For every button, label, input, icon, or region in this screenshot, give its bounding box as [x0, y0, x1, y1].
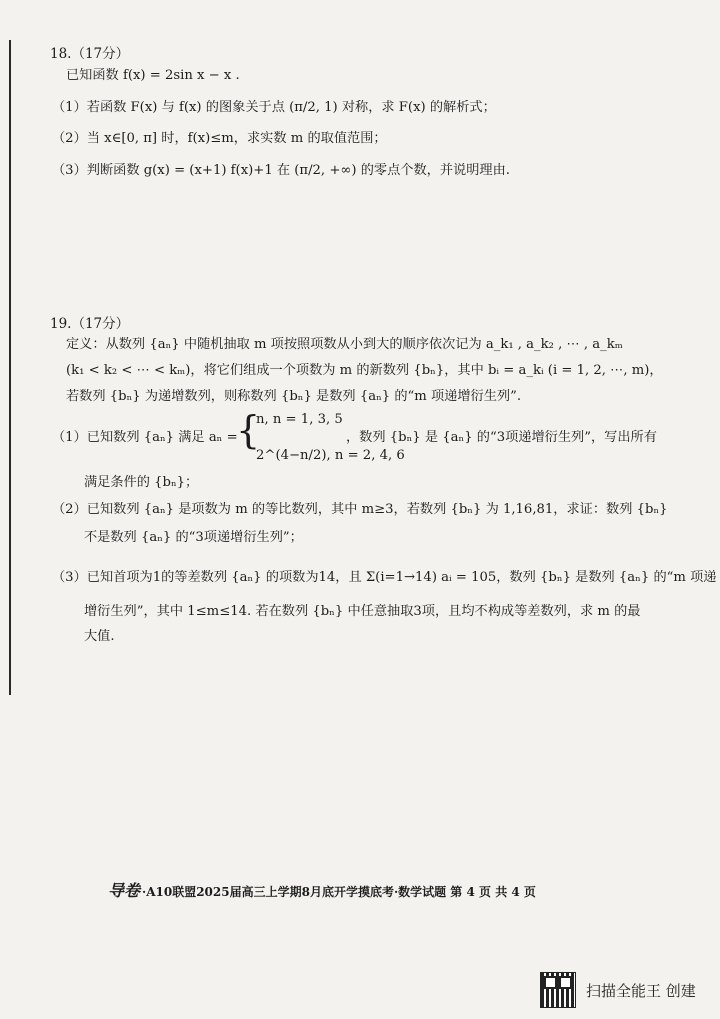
q19-part3-line3: 大值. [84, 629, 115, 644]
q19-part1-start: （1）已知数列 {aₙ} 满足 aₙ = [52, 430, 238, 445]
q19-definition-line1: 定义：从数列 {aₙ} 中随机抽取 m 项按照项数从小到大的顺序依次记为 a_k₁ , a_k₂ , ⋯ , a_kₘ [66, 337, 623, 352]
q19-title: 19.（17分） [50, 316, 130, 332]
publisher-logo: 导卷 [108, 881, 141, 900]
q19-part2-line2: 不是数列 {aₙ} 的“3项递增衍生列”； [84, 530, 303, 545]
q19-part3-line1: （3）已知首项为1的等差数列 {aₙ} 的项数为14，且 Σ(i=1→14) aᵢ = 105，数列 {bₙ} 是数列 {aₙ} 的“m 项递 [52, 570, 717, 585]
footer-text: ·A10联盟2025届高三上学期8月底开学摸底考·数学试题 第 4 页 共 4 页 [142, 885, 536, 899]
binding-margin-line [9, 40, 11, 695]
q18-title: 18.（17分） [50, 46, 130, 62]
q19-part2-line1: （2）已知数列 {aₙ} 是项数为 m 的等比数列，其中 m≥3，若数列 {bₙ} 为 1,16,81，求证：数列 {bₙ} [52, 502, 668, 517]
q19-definition-line3: 若数列 {bₙ} 为递增数列，则称数列 {bₙ} 是数列 {aₙ} 的“m 项递增衍生列”. [66, 389, 522, 404]
scanner-label: 扫描全能王 创建 [586, 981, 696, 1000]
q19-part3-line2: 增衍生列”，其中 1≤m≤14. 若在数列 {bₙ} 中任意抽取3项，且均不构成等差数列，求 m 的最 [84, 604, 641, 619]
qr-code-icon [540, 972, 576, 1008]
q19-part1-end: 满足条件的 {bₙ}； [84, 475, 199, 490]
piecewise-case-odd: n, n = 1, 3, 5 [256, 412, 343, 427]
q18-part3: （3）判断函数 g(x) = (x+1) f(x)+1 在 (π/2, +∞) 的零点个数，并说明理由. [52, 163, 510, 178]
scanner-watermark [540, 972, 696, 1008]
q19-part1-middle: ，数列 {bₙ} 是 {aₙ} 的“3项递增衍生列”，写出所有 [346, 430, 657, 445]
q18-part1: （1）若函数 F(x) 与 f(x) 的图象关于点 (π/2, 1) 对称，求 F(x) 的解析式； [52, 100, 496, 115]
page-footer [108, 878, 536, 901]
piecewise-brace: { [236, 408, 261, 452]
q18-part2: （2）当 x∈[0, π] 时，f(x)≤m，求实数 m 的取值范围； [52, 131, 387, 146]
q18-stem: 已知函数 f(x) = 2sin x − x . [66, 68, 240, 83]
q19-definition-line2: (k₁ < k₂ < ⋯ < kₘ)，将它们组成一个项数为 m 的新数列 {bₙ}，其中 bᵢ = a_kᵢ (i = 1, 2, ⋯, m)， [66, 363, 663, 378]
piecewise-case-even: 2^(4−n/2), n = 2, 4, 6 [256, 448, 405, 463]
